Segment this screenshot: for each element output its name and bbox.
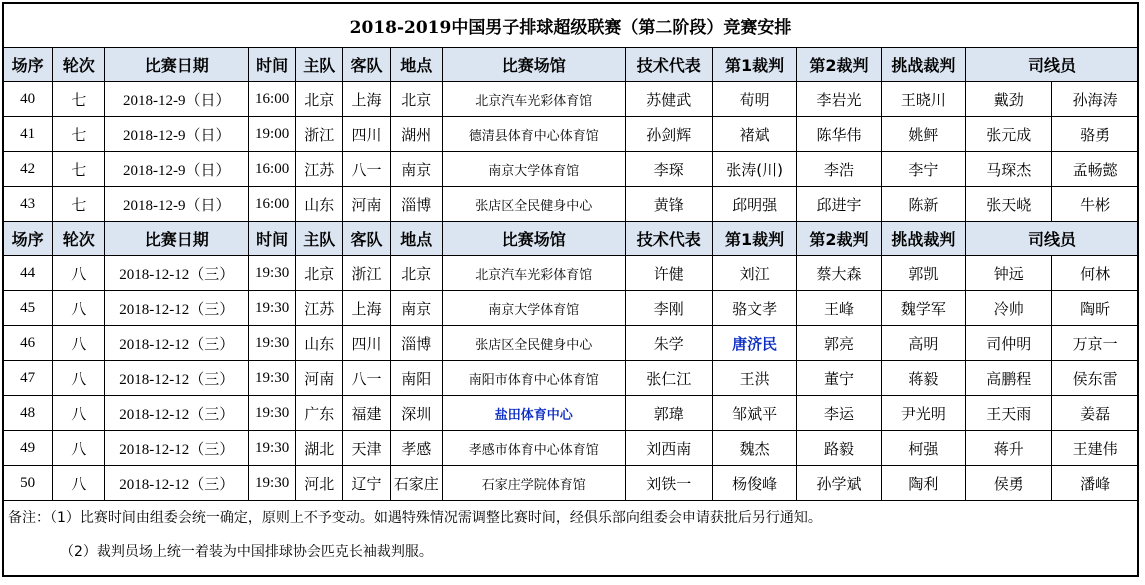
round-cell: 七 (53, 117, 105, 152)
column-header: 地点 (390, 48, 442, 82)
table-row (3, 82, 1139, 117)
line-judge-cell: 张天峣 (966, 187, 1052, 222)
away-team-cell: 八一 (343, 361, 390, 396)
line-judge-cell: 潘峰 (1052, 466, 1139, 501)
technical-delegate-cell: 张仁江 (625, 361, 712, 396)
technical-delegate-cell: 苏健武 (625, 82, 712, 117)
schedule-table (2, 2, 1139, 501)
technical-delegate-cell: 许健 (625, 256, 712, 291)
match-number-cell: 44 (3, 256, 53, 291)
challenge-referee-cell: 姚鲆 (881, 117, 965, 152)
first-referee-cell: 褚斌 (712, 117, 796, 152)
round-cell: 八 (53, 396, 105, 431)
challenge-referee-cell: 柯强 (881, 431, 965, 466)
match-date-cell: 2018-12-12（三） (105, 396, 249, 431)
round-cell: 八 (53, 291, 105, 326)
match-number-cell: 40 (3, 82, 53, 117)
line-judge-cell: 冷帅 (966, 291, 1052, 326)
second-referee-cell: 邱进宇 (797, 187, 881, 222)
column-header: 时间 (249, 222, 296, 256)
technical-delegate-cell: 刘铁一 (625, 466, 712, 501)
column-header: 第1裁判 (712, 48, 796, 82)
match-time-cell: 16:00 (249, 152, 296, 187)
column-header: 司线员 (966, 222, 1139, 256)
challenge-referee-cell: 陶利 (881, 466, 965, 501)
column-header: 场序 (3, 48, 53, 82)
first-referee-cell: 张涛(川) (712, 152, 796, 187)
note-1-text: （1）比赛时间由组委会统一确定，原则上不予变动。如遇特殊情况需调整比赛时间，经俱乐部向组委会申请获批后另行通知。 (50, 510, 822, 526)
line-judge-cell: 万京一 (1052, 326, 1139, 361)
home-team-cell: 北京 (296, 82, 343, 117)
table-row (3, 256, 1139, 291)
line-judge-cell: 马琛杰 (966, 152, 1052, 187)
home-team-cell: 河南 (296, 361, 343, 396)
column-header: 比赛场馆 (442, 222, 625, 256)
second-referee-cell: 陈华伟 (797, 117, 881, 152)
match-number-cell: 45 (3, 291, 53, 326)
note-1 (2, 501, 1143, 535)
table-row (3, 466, 1139, 501)
round-cell: 七 (53, 152, 105, 187)
away-team-cell: 上海 (343, 82, 390, 117)
round-cell: 八 (53, 361, 105, 396)
table-row (3, 291, 1139, 326)
line-judge-cell: 骆勇 (1052, 117, 1139, 152)
venue-cell: 南京大学体育馆 (442, 152, 625, 187)
line-judge-cell: 王建伟 (1052, 431, 1139, 466)
match-date-cell: 2018-12-9（日） (105, 187, 249, 222)
city-cell: 淄博 (390, 187, 442, 222)
column-header: 轮次 (53, 48, 105, 82)
column-header: 技术代表 (625, 48, 712, 82)
line-judge-cell: 孟畅懿 (1052, 152, 1139, 187)
line-judge-cell: 王天雨 (966, 396, 1052, 431)
column-header: 司线员 (966, 48, 1139, 82)
away-team-cell: 四川 (343, 326, 390, 361)
match-number-cell: 46 (3, 326, 53, 361)
away-team-cell: 辽宁 (343, 466, 390, 501)
table-row (3, 152, 1139, 187)
round-cell: 八 (53, 431, 105, 466)
home-team-cell: 河北 (296, 466, 343, 501)
challenge-referee-cell: 蒋毅 (881, 361, 965, 396)
first-referee-cell: 邱明强 (712, 187, 796, 222)
first-referee-cell: 邹斌平 (712, 396, 796, 431)
match-time-cell: 19:30 (249, 256, 296, 291)
technical-delegate-cell: 朱学 (625, 326, 712, 361)
column-header: 第2裁判 (797, 48, 881, 82)
home-team-cell: 江苏 (296, 291, 343, 326)
table-row (3, 117, 1139, 152)
line-judge-cell: 戴劲 (966, 82, 1052, 117)
table-row (3, 431, 1139, 466)
challenge-referee-cell: 高明 (881, 326, 965, 361)
away-team-cell: 上海 (343, 291, 390, 326)
venue-cell: 德清县体育中心体育馆 (442, 117, 625, 152)
city-cell: 北京 (390, 256, 442, 291)
venue-cell: 石家庄学院体育馆 (442, 466, 625, 501)
home-team-cell: 山东 (296, 187, 343, 222)
match-number-cell: 42 (3, 152, 53, 187)
match-number-cell: 47 (3, 361, 53, 396)
header-row (3, 48, 1139, 82)
match-date-cell: 2018-12-12（三） (105, 291, 249, 326)
match-date-cell: 2018-12-9（日） (105, 152, 249, 187)
match-number-cell: 50 (3, 466, 53, 501)
line-judge-cell: 侯勇 (966, 466, 1052, 501)
away-team-cell: 八一 (343, 152, 390, 187)
city-cell: 深圳 (390, 396, 442, 431)
venue-cell: 北京汽车光彩体育馆 (442, 256, 625, 291)
schedule-sheet (2, 2, 1143, 581)
second-referee-cell: 董宁 (797, 361, 881, 396)
column-header: 比赛日期 (105, 48, 249, 82)
column-header: 主队 (296, 48, 343, 82)
line-judge-cell: 陶昕 (1052, 291, 1139, 326)
match-time-cell: 19:30 (249, 466, 296, 501)
line-judge-cell: 姜磊 (1052, 396, 1139, 431)
second-referee-cell: 蔡大森 (797, 256, 881, 291)
line-judge-cell: 钟远 (966, 256, 1052, 291)
notes-label: 备注： (8, 510, 50, 526)
challenge-referee-cell: 李宁 (881, 152, 965, 187)
match-number-cell: 41 (3, 117, 53, 152)
city-cell: 南京 (390, 291, 442, 326)
venue-cell: 张店区全民健身中心 (442, 326, 625, 361)
round-cell: 八 (53, 326, 105, 361)
city-cell: 石家庄 (390, 466, 442, 501)
match-number-cell: 49 (3, 431, 53, 466)
second-referee-cell: 郭亮 (797, 326, 881, 361)
venue-cell: 张店区全民健身中心 (442, 187, 625, 222)
home-team-cell: 浙江 (296, 117, 343, 152)
match-time-cell: 19:30 (249, 361, 296, 396)
match-date-cell: 2018-12-9（日） (105, 82, 249, 117)
column-header: 轮次 (53, 222, 105, 256)
venue-cell: 孝感市体育中心体育馆 (442, 431, 625, 466)
column-header: 第2裁判 (797, 222, 881, 256)
second-referee-cell: 李运 (797, 396, 881, 431)
match-date-cell: 2018-12-12（三） (105, 326, 249, 361)
column-header: 挑战裁判 (881, 48, 965, 82)
city-cell: 孝感 (390, 431, 442, 466)
venue-cell: 南京大学体育馆 (442, 291, 625, 326)
round-cell: 八 (53, 256, 105, 291)
challenge-referee-cell: 魏学军 (881, 291, 965, 326)
first-referee-cell: 王洪 (712, 361, 796, 396)
match-time-cell: 19:30 (249, 326, 296, 361)
city-cell: 淄博 (390, 326, 442, 361)
challenge-referee-cell: 陈新 (881, 187, 965, 222)
match-time-cell: 19:30 (249, 291, 296, 326)
match-time-cell: 16:00 (249, 187, 296, 222)
technical-delegate-cell: 刘西南 (625, 431, 712, 466)
column-header: 时间 (249, 48, 296, 82)
line-judge-cell: 高鹏程 (966, 361, 1052, 396)
column-header: 比赛场馆 (442, 48, 625, 82)
line-judge-cell: 张元成 (966, 117, 1052, 152)
challenge-referee-cell: 郭凯 (881, 256, 965, 291)
away-team-cell: 福建 (343, 396, 390, 431)
home-team-cell: 湖北 (296, 431, 343, 466)
match-time-cell: 16:00 (249, 82, 296, 117)
column-header: 客队 (343, 222, 390, 256)
table-row (3, 361, 1139, 396)
column-header: 挑战裁判 (881, 222, 965, 256)
column-header: 主队 (296, 222, 343, 256)
match-date-cell: 2018-12-9（日） (105, 117, 249, 152)
first-referee-cell: 荀明 (712, 82, 796, 117)
city-cell: 湖州 (390, 117, 442, 152)
round-cell: 七 (53, 82, 105, 117)
home-team-cell: 广东 (296, 396, 343, 431)
match-date-cell: 2018-12-12（三） (105, 256, 249, 291)
match-date-cell: 2018-12-12（三） (105, 431, 249, 466)
page-title: 2018-2019中国男子排球超级联赛（第二阶段）竞赛安排 (3, 3, 1139, 48)
technical-delegate-cell: 李刚 (625, 291, 712, 326)
match-time-cell: 19:30 (249, 396, 296, 431)
table-row (3, 326, 1139, 361)
first-referee-cell: 骆文孝 (712, 291, 796, 326)
round-cell: 七 (53, 187, 105, 222)
note-2: （2）裁判员场上统一着装为中国排球协会匹克长袖裁判服。 (60, 544, 433, 560)
second-referee-cell: 李岩光 (797, 82, 881, 117)
first-referee-cell: 杨俊峰 (712, 466, 796, 501)
table-row (3, 187, 1139, 222)
column-header: 比赛日期 (105, 222, 249, 256)
first-referee-cell: 唐济民 (712, 326, 796, 361)
line-judge-cell: 牛彬 (1052, 187, 1139, 222)
venue-cell: 盐田体育中心 (442, 396, 625, 431)
round-cell: 八 (53, 466, 105, 501)
match-time-cell: 19:00 (249, 117, 296, 152)
match-time-cell: 19:30 (249, 431, 296, 466)
challenge-referee-cell: 尹光明 (881, 396, 965, 431)
city-cell: 南京 (390, 152, 442, 187)
venue-cell: 北京汽车光彩体育馆 (442, 82, 625, 117)
second-referee-cell: 孙学斌 (797, 466, 881, 501)
city-cell: 北京 (390, 82, 442, 117)
line-judge-cell: 孙海涛 (1052, 82, 1139, 117)
home-team-cell: 山东 (296, 326, 343, 361)
venue-cell: 南阳市体育中心体育馆 (442, 361, 625, 396)
technical-delegate-cell: 黄锋 (625, 187, 712, 222)
home-team-cell: 江苏 (296, 152, 343, 187)
first-referee-cell: 刘江 (712, 256, 796, 291)
second-referee-cell: 路毅 (797, 431, 881, 466)
column-header: 地点 (390, 222, 442, 256)
column-header: 客队 (343, 48, 390, 82)
match-number-cell: 48 (3, 396, 53, 431)
line-judge-cell: 侯东雷 (1052, 361, 1139, 396)
second-referee-cell: 李浩 (797, 152, 881, 187)
home-team-cell: 北京 (296, 256, 343, 291)
line-judge-cell: 蒋升 (966, 431, 1052, 466)
column-header: 第1裁判 (712, 222, 796, 256)
away-team-cell: 河南 (343, 187, 390, 222)
line-judge-cell: 司仲明 (966, 326, 1052, 361)
away-team-cell: 天津 (343, 431, 390, 466)
match-date-cell: 2018-12-12（三） (105, 361, 249, 396)
technical-delegate-cell: 郭瑋 (625, 396, 712, 431)
table-row (3, 396, 1139, 431)
away-team-cell: 四川 (343, 117, 390, 152)
technical-delegate-cell: 孙剑辉 (625, 117, 712, 152)
challenge-referee-cell: 王晓川 (881, 82, 965, 117)
header-row (3, 222, 1139, 256)
column-header: 技术代表 (625, 222, 712, 256)
line-judge-cell: 何林 (1052, 256, 1139, 291)
match-number-cell: 43 (3, 187, 53, 222)
technical-delegate-cell: 李琛 (625, 152, 712, 187)
second-referee-cell: 王峰 (797, 291, 881, 326)
first-referee-cell: 魏杰 (712, 431, 796, 466)
city-cell: 南阳 (390, 361, 442, 396)
away-team-cell: 浙江 (343, 256, 390, 291)
match-date-cell: 2018-12-12（三） (105, 466, 249, 501)
column-header: 场序 (3, 222, 53, 256)
